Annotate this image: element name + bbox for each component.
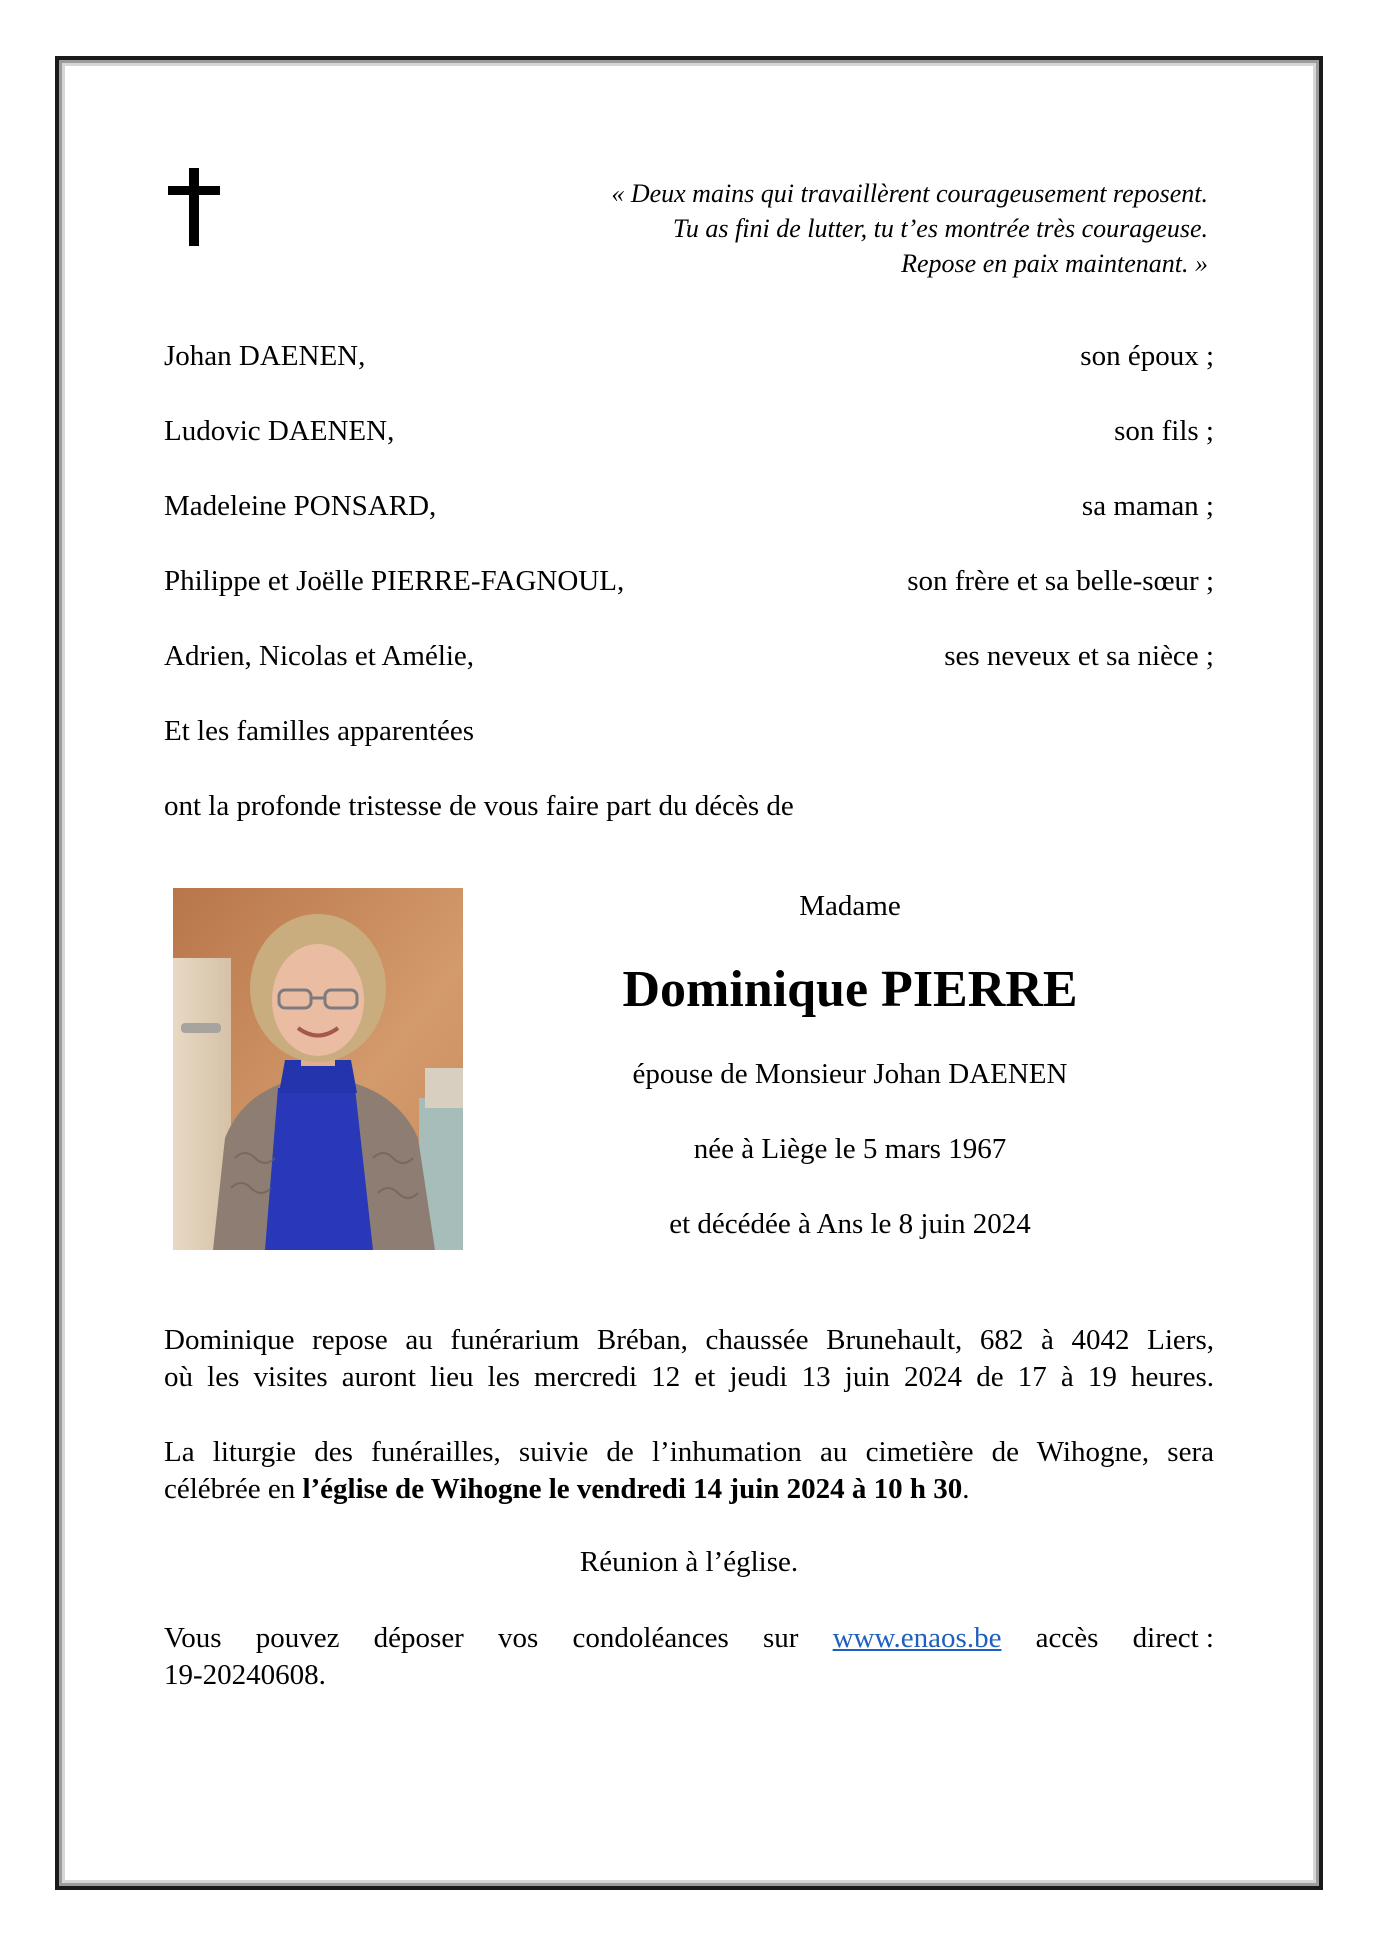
epitaph-quote	[611, 176, 1208, 281]
condolences-line-1	[164, 1620, 1214, 1657]
condolences-paragraph	[164, 1620, 1214, 1694]
reunion-line: Réunion à l’église.	[579, 1546, 799, 1578]
funeral-line-2	[164, 1471, 1214, 1508]
relative-row	[164, 415, 1214, 451]
condolences-word: sur	[762, 1622, 799, 1654]
condolences-code: 19-20240608.	[164, 1659, 326, 1691]
funeral-line: La liturgie des funérailles, suivie de l’inhumation au cimetière de Wihogne, sera	[164, 1436, 1214, 1468]
relative-row	[164, 490, 1214, 526]
quote-line: Repose en paix maintenant. »	[901, 249, 1208, 278]
relative-relation: ses neveux et sa nièce ;	[944, 640, 1214, 672]
funeral-paragraph	[164, 1434, 1214, 1508]
deceased-title: Madame	[799, 890, 901, 922]
condolences-word: accès	[1035, 1622, 1099, 1654]
deceased-death: et décédée à Ans le 8 juin 2024	[669, 1208, 1031, 1240]
deceased-birth: née à Liège le 5 mars 1967	[693, 1133, 1007, 1165]
visitation-paragraph	[164, 1322, 1214, 1396]
cross-icon	[168, 168, 220, 246]
relative-name: Philippe et Joëlle PIERRE-FAGNOUL,	[164, 565, 625, 597]
relative-row	[164, 340, 1214, 376]
deceased-name: Dominique PIERRE	[622, 961, 1078, 1018]
quote-line: Tu as fini de lutter, tu t’es montrée très courageuse.	[672, 214, 1208, 243]
condolences-word: condoléances	[572, 1622, 729, 1654]
relative-name: Johan DAENEN,	[164, 340, 366, 372]
condolences-word: déposer	[373, 1622, 464, 1654]
relative-relation: son frère et sa belle-sœur ;	[907, 565, 1214, 597]
families-line: Et les familles apparentées	[164, 715, 475, 747]
relative-relation: son fils ;	[1114, 415, 1214, 447]
deceased-spouse: épouse de Monsieur Johan DAENEN	[632, 1058, 1068, 1090]
relative-relation: son époux ;	[1080, 340, 1214, 372]
condolences-word: pouvez	[255, 1622, 340, 1654]
visitation-line: Dominique repose au funérarium Bréban, chaussée Brunehault, 682 à 4042 Liers,	[164, 1324, 1214, 1356]
relative-relation: sa maman ;	[1081, 490, 1214, 522]
relative-row	[164, 565, 1214, 601]
relative-row	[164, 640, 1214, 676]
relative-name: Madeleine PONSARD,	[164, 490, 437, 522]
condolences-word: vos	[498, 1622, 539, 1654]
funeral-details: l’église de Wihogne le vendredi 14 juin 2024 à 10 h 30	[302, 1473, 963, 1505]
portrait-photo	[173, 888, 463, 1250]
announcement-line: ont la profonde tristesse de vous faire part du décès de	[164, 790, 794, 822]
relative-name: Adrien, Nicolas et Amélie,	[164, 640, 475, 672]
relative-name: Ludovic DAENEN,	[164, 415, 395, 447]
quote-line: « Deux mains qui travaillèrent courageusement reposent.	[611, 179, 1208, 208]
visitation-line: où les visites auront lieu les mercredi 12 et jeudi 13 juin 2024 de 17 à 19 heures.	[164, 1361, 1214, 1393]
condolences-word: Vous	[164, 1622, 222, 1654]
condolences-link[interactable]: www.enaos.be	[832, 1622, 1002, 1654]
funeral-prefix: célébrée en	[164, 1473, 303, 1505]
condolences-word: direct :	[1132, 1622, 1214, 1654]
funeral-suffix: .	[962, 1473, 970, 1505]
